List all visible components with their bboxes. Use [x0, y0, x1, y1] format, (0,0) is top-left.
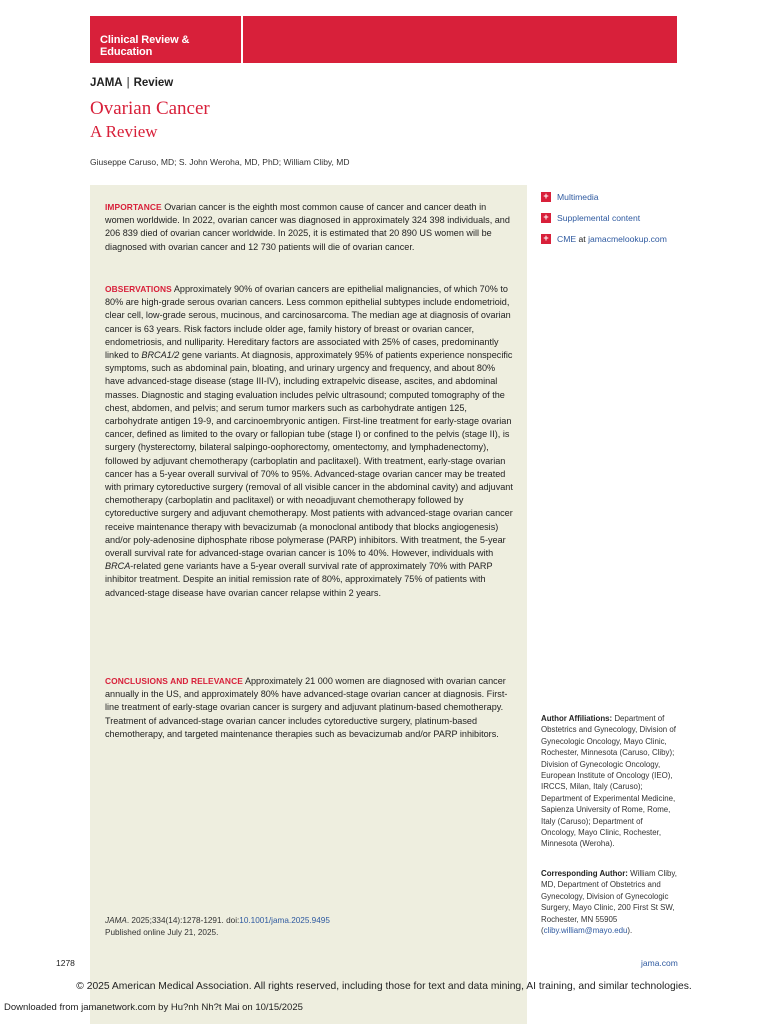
conclusions-text: Approximately 21 000 women are diagnosed with ovarian cancer annually in the US, and approximately 80% have advanced-stage ovarian cancer at diagnosis. First-line treatment of early-stage ovarian cancer is surgery and adjuvant platinum-based chemotherapy. Treatment of advanced-stage ovarian cancer includes cytoreductive surgery, platinum-based chemotherapy, and targeted maintenance therapies such as bevacizumab and/or PARP inhibitors. — [105, 676, 508, 739]
journal-name: JAMA — [90, 77, 123, 89]
corresponding-text: William Cliby, MD, Department of Obstetrics and Gynecology, Division of Gynecologic Surgery, Mayo Clinic, 200 First St SW, Rochester, MN 55905 ( — [541, 869, 677, 936]
published-date: Published online July 21, 2025. — [105, 927, 219, 937]
observations-text-2: gene variants. At diagnosis, approximately 95% of patients experience nonspecific symptoms, such as abdominal pain, bloating, and urinary urgency and frequency, and about 80% have advanced-stage disease (stage III-IV), including extrapelvic disease, ascites, and abdominal masses. Diagnostic and staging evaluation includes pelvic ultrasound; computed tomography of the chest, abdomen, and pelvis; and serum tumor markers such as carbohydrate antigen 125, carbohydrate antigen 19-9, and carcinoembryonic antigen. First-line treatment for early-stage ovarian cancer, defined as limited to the ovary or fallopian tube (stage I) or confined to the pelvis (stage II), is surgery (hysterectomy, bilateral salpingo-oophorectomy, omentectomy, and lymphadenectomy), followed by adjuvant chemotherapy (carboplatin and paclitaxel). With treatment, early-stage ovarian cancer has a 5-year overall survival of 70% to 95%. Advanced-stage ovarian cancer may be treated with primary cytoreductive surgery (removal of all visible cancer in the abdominal cavity) and adjuvant chemotherapy (carboplatin and paclitaxel) or with neoadjuvant chemotherapy followed by cytoreductive surgery and adjuvant chemotherapy. Most patients with advanced-stage ovarian cancer receive maintenance therapy with bevacizumab (a monoclonal antibody that blocks angiogenesis) and/or poly-adenosine diphosphate ribose polymerase (PARP) inhibitors. With treatment, the 5-year overall survival rate for advanced-stage ovarian cancer is 10% to 40%. However, individuals with — [105, 350, 513, 559]
abstract-importance — [105, 201, 513, 254]
citation-ref: . 2025;334(14):1278-1291. doi: — [126, 916, 240, 925]
doi-link[interactable]: 10.1001/jama.2025.9495 — [239, 916, 330, 925]
plus-icon: + — [541, 213, 551, 223]
citation-block — [105, 915, 515, 938]
multimedia-label[interactable]: Multimedia — [557, 191, 599, 202]
corresponding-author — [541, 868, 677, 936]
author-list: Giuseppe Caruso, MD; S. John Weroha, MD, PhD; William Cliby, MD — [90, 157, 350, 167]
banner-fill — [243, 16, 677, 63]
gene-brca: BRCA — [105, 561, 131, 572]
author-affiliations — [541, 713, 677, 850]
observations-text-1: Approximately 90% of ovarian cancers are epithelial malignancies, of which 70% to 80% are high-grade serous ovarian cancers. Less common epithelial subtypes include endometrioid, clear cell, low-grade serous, mucinous, and carcinosarcoma. The median age at diagnosis of ovarian cancer is 63 years. Risk factors include older age, family history of breast or ovarian cancer, endometriosis, and nulliparity. Hereditary factors are associated with 25% of cases, predominantly linked to — [105, 284, 511, 361]
site-link[interactable]: jama.com — [641, 958, 678, 968]
page-number: 1278 — [56, 958, 75, 968]
plus-icon: + — [541, 192, 551, 202]
cme-at: at — [576, 233, 589, 244]
download-notice: Downloaded from jamanetwork.com by Hu?nh Nh?t Mai on 10/15/2025 — [4, 1002, 303, 1013]
abstract-observations — [105, 283, 513, 600]
corresponding-heading: Corresponding Author: — [541, 869, 628, 878]
affiliations-heading: Author Affiliations: — [541, 714, 613, 723]
article-type: Review — [133, 77, 174, 89]
journal-line: JAMA | Review — [90, 77, 174, 89]
article-subtitle: A Review — [90, 122, 158, 141]
importance-heading: IMPORTANCE — [105, 202, 162, 212]
email-link[interactable]: cliby.william@mayo.edu — [543, 926, 628, 936]
citation-line — [105, 915, 515, 927]
supplemental-link[interactable] — [541, 207, 667, 228]
importance-text: Ovarian cancer is the eighth most common cause of cancer and cancer death in women worldwide. In 2022, ovarian cancer was diagnosed in approximately 324 398 individuals, and 206 839 died of ovarian cancer worldwide. In 2025, it is estimated that 20 890 US women will be diagnosed with ovarian cancer and 12 730 patients will die of ovarian cancer. — [105, 202, 510, 252]
copyright-notice: © 2025 American Medical Association. All rights reserved, including those for text and data mining, AI training, and similar technologies. — [76, 981, 692, 992]
corresponding-end: ). — [627, 926, 633, 936]
cme-link[interactable] — [541, 228, 667, 249]
plus-icon: + — [541, 234, 551, 244]
abstract-conclusions — [105, 675, 513, 741]
gene-brca12: BRCA1/2 — [141, 350, 180, 361]
section-banner — [90, 16, 241, 63]
observations-text-3: -related gene variants have a 5-year overall survival rate of approximately 70% with PARP inhibitor treatment. Despite an initial remission rate of 80%, approximately 75% of patients with advanced-stage disease have ovarian cancer relapse within 2 years. — [105, 561, 493, 598]
section-label: Clinical Review & Education — [100, 34, 190, 58]
side-links — [541, 186, 667, 249]
article-title: Ovarian Cancer — [90, 98, 210, 119]
cme-site[interactable]: jamacmelookup.com — [588, 233, 667, 244]
supplemental-label[interactable]: Supplemental content — [557, 212, 641, 223]
citation-journal: JAMA — [105, 916, 127, 925]
cme-label[interactable]: CME — [557, 233, 577, 244]
observations-heading: OBSERVATIONS — [105, 284, 172, 294]
multimedia-link[interactable] — [541, 186, 667, 207]
conclusions-heading: CONCLUSIONS AND RELEVANCE — [105, 676, 243, 686]
affiliations-text: Department of Obstetrics and Gynecology, Division of Gynecologic Oncology, Mayo Clinic, Rochester, Minnesota (Caruso, Cliby); Division of Gynecologic Oncology, European Institute of Oncology (IEO), IRCCS, Milan, Italy (Caruso); Department of Experimental Medicine, Sapienza University of Rome, Rome, Italy (Caruso); Department of Oncology, Mayo Clinic, Rochester, Minnesota (Weroha). — [541, 714, 676, 849]
